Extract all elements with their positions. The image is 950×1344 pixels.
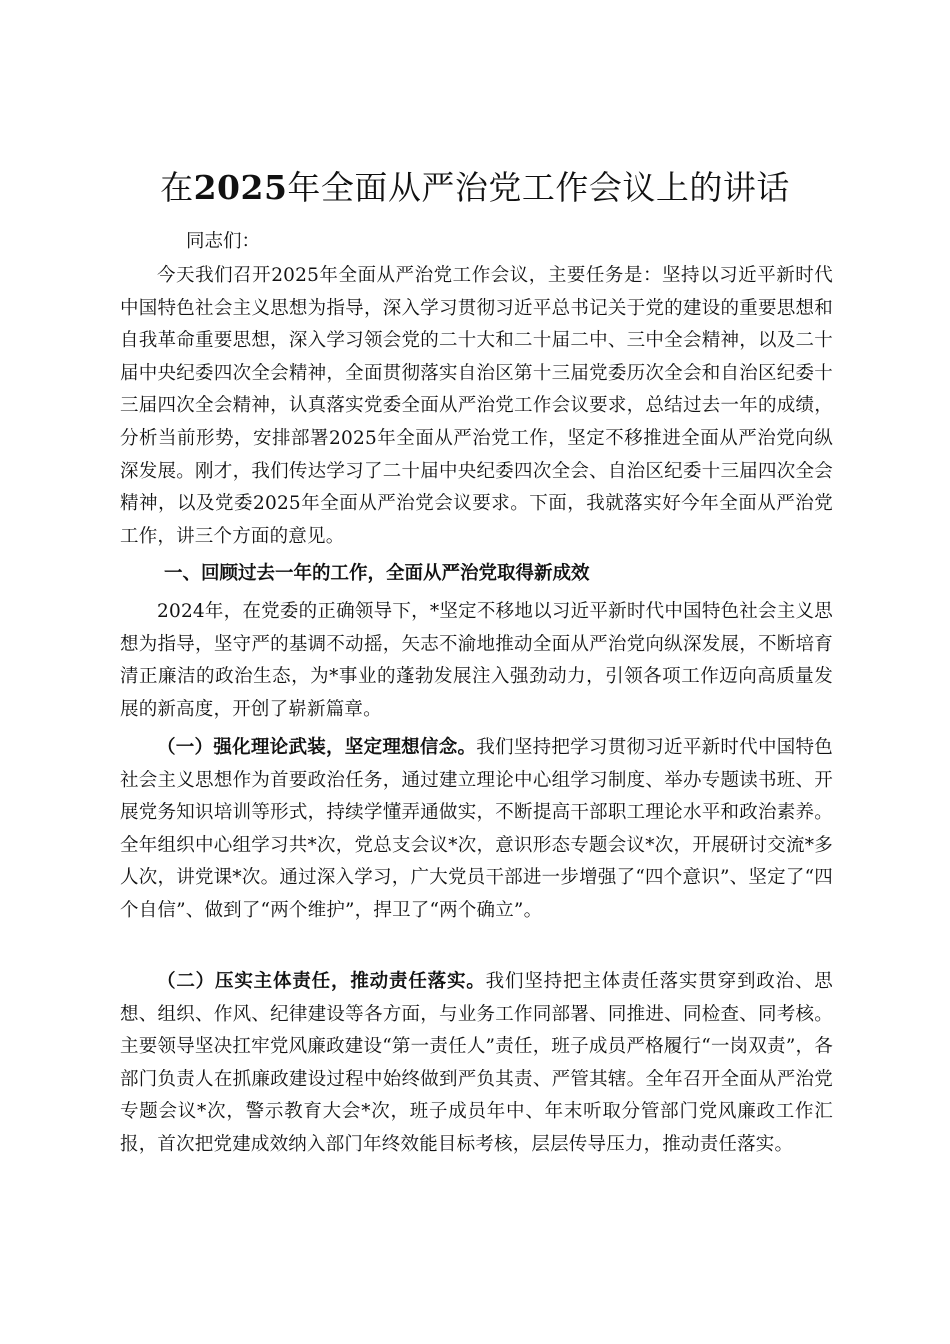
item-2-lead: （二）压实主体责任，推动责任落实。 bbox=[157, 971, 486, 992]
intro-paragraph: 今天我们召开2025年全面从严治党工作会议，主要任务是：坚持以习近平新时代中国特色社会主义思想为指导，深入学习贯彻习近平总书记关于党的建设的重要思想和自我革命重要思想，深入学习领会党的二十大和二十届二中、三中全会精神，以及二十届中央纪委四次全会精神，全面贯彻落实自治区第十三届党委历次全会和自治区纪委十三届四次全会精神，认真落实党委全面从严治党工作会议要求，总结过去一年的成绩，分析当前形势，安排部署2025年全面从严治党工作，坚定不移推进全面从严治党向纵深发展。刚才，我们传达学习了二十届中央纪委四次全会、自治区纪委十三届四次全会精神，以及党委2025年全面从严治党会议要求。下面，我就落实好今年全面从严治党工作，讲三个方面的意见。 bbox=[120, 265, 833, 547]
salutation: 同志们： bbox=[186, 231, 261, 252]
item-2-paragraph bbox=[120, 966, 833, 1162]
title-suffix: 年全面从严治党工作会议上的讲话 bbox=[287, 168, 790, 207]
item-1-paragraph bbox=[120, 732, 833, 928]
section-1-paragraph: 2024年，在党委的正确领导下，*坚定不移地以习近平新时代中国特色社会主义思想为指导，坚守严的基调不动摇，矢志不渝地推动全面从严治党向纵深发展，不断培育清正廉洁的政治生态，为*事业的蓬勃发展注入强劲动力，引领各项工作迈向高质量发展的新高度，开创了崭新篇章。 bbox=[120, 601, 833, 720]
document-title bbox=[0, 162, 950, 214]
item-1-body: 我们坚持把学习贯彻习近平新时代中国特色社会主义思想作为首要政治任务，通过建立理论中心组学习制度、举办专题读书班、开展党务知识培训等形式，持续学懂弄通做实，不断提高干部职工理论水平和政治素养。全年组织中心组学习共*次，党总支会议*次，意识形态专题会议*次，开展研讨交流*多人次，讲党课*次。通过深入学习，广大党员干部进一步增强了“四个意识”、坚定了“四个自信”、做到了“两个维护”，捍卫了“两个确立”。 bbox=[120, 737, 833, 921]
item-1-lead: （一）强化理论武装，坚定理想信念。 bbox=[157, 737, 477, 758]
title-year: 2025 bbox=[193, 168, 288, 207]
section-1-heading: 一、回顾过去一年的工作，全面从严治党取得新成效 bbox=[164, 563, 590, 584]
item-2-body: 我们坚持把主体责任落实贯穿到政治、思想、组织、作风、纪律建设等各方面，与业务工作同部署、同推进、同检查、同考核。主要领导坚决扛牢党风廉政建设“第一责任人”责任，班子成员严格履行“一岗双责”，各部门负责人在抓廉政建设过程中始终做到严负其责、严管其辖。全年召开全面从严治党专题会议*次，警示教育大会*次，班子成员年中、年末听取分管部门党风廉政工作汇报，首次把党建成效纳入部门年终效能目标考核，层层传导压力，推动责任落实。 bbox=[120, 971, 834, 1155]
title-prefix: 在 bbox=[160, 168, 194, 207]
